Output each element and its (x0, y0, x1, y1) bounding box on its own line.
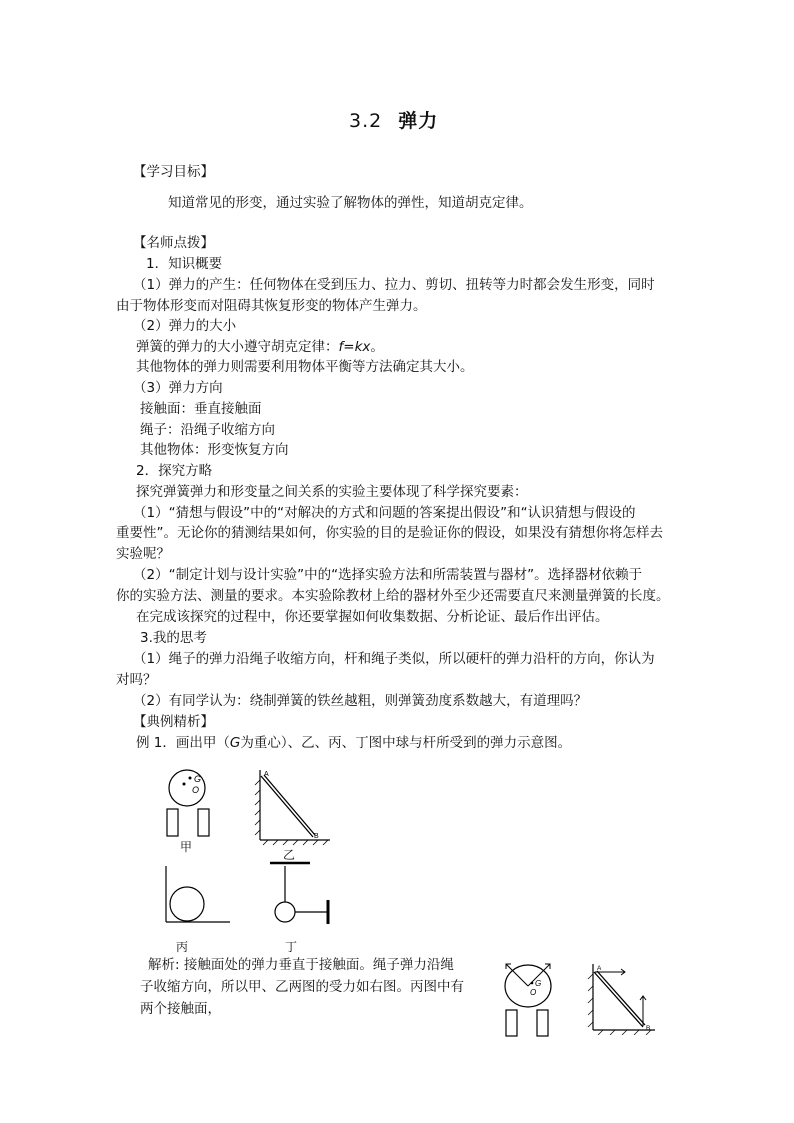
paragraph-line: 探究弹簧弹力和形变量之间关系的实验主要体现了科学探究要素： (136, 484, 528, 500)
hooke-law-end: 。 (370, 339, 384, 355)
section-2-title: 2．探究方略 (136, 463, 213, 479)
paragraph-line: 其他物体：形变恢复方向 (140, 442, 289, 458)
paragraph-line: 你的实验方法、测量的要求。本实验除教材上给的器材外至少还需要直尺来测量弹簧的长度。 (116, 588, 670, 604)
center-g-dot (531, 982, 534, 985)
question-g: G (229, 735, 241, 751)
support-right (537, 1010, 548, 1036)
rod-edge (261, 776, 313, 837)
label-g: G (535, 979, 542, 988)
support-left (506, 1010, 517, 1036)
caption-ding: 丁 (285, 940, 298, 954)
paragraph-line: （1）弹力的产生：任何物体在受到压力、拉力、剪切、扭转等力时都会发生形变，同时 (133, 277, 655, 293)
paragraph-line: 接触面：垂直接触面 (140, 401, 262, 417)
paragraph-line: （3）弹力方向 (133, 380, 223, 396)
answer-figure-jia (492, 958, 568, 1040)
caption-jia: 甲 (180, 840, 193, 854)
question-text-rest: 为重心）、乙、丙、丁图中球与杆所受到的弹力示意图。 (240, 735, 572, 751)
section-3-title: 3.我的思考 (140, 630, 207, 646)
paragraph-line: 重要性”。无论你的猜测结果如何，你实验的目的是验证你的假设，如果没有猜想你将怎样去 (116, 525, 663, 541)
page-title (349, 106, 438, 133)
label-o: O (192, 785, 200, 795)
paragraph-line: 其他物体的弹力则需要利用物体平衡等方法确定其大小。 (136, 359, 474, 375)
goals-heading: 【学习目标】 (133, 164, 214, 180)
rod-edge (594, 972, 643, 1027)
example-question (136, 731, 571, 751)
tips-heading: 【名师点拨】 (133, 235, 214, 251)
figure-yi (250, 766, 335, 846)
caption-yi: 乙 (283, 848, 296, 862)
rod-edge (264, 775, 315, 835)
section-1-title: 1．知识概要 (146, 256, 223, 272)
label-b: B (314, 833, 319, 840)
hooke-law-text: 弹簧的弹力的大小遵守胡克定律： (136, 339, 339, 355)
support-left (167, 809, 178, 836)
center-g-dot (189, 777, 192, 780)
hooke-law-formula: f=kx (338, 339, 371, 355)
paragraph-line: 实验呢？ (116, 546, 170, 562)
support-right (198, 809, 209, 836)
goals-text: 知道常见的形变，通过实验了解物体的弹性，知道胡克定律。 (168, 195, 533, 211)
answer-figure-yi (585, 960, 667, 1035)
analysis-line: 子收缩方向，所以甲、乙两图的受力如右图。丙图中有 (140, 979, 464, 995)
paragraph-line: （1）绳子的弹力沿绳子收缩方向，杆和绳子类似，所以硬杆的弹力沿杆的方向，你认为 (133, 651, 655, 667)
hooke-law-line (136, 335, 384, 355)
paragraph-line: 由于物体形变而对阻碍其恢复形变的物体产生弹力。 (116, 298, 427, 314)
section-number: 3.2 (349, 110, 383, 132)
label-o: O (530, 988, 537, 997)
figure-ding (265, 862, 340, 932)
paragraph-line: （2）有同学认为：绕制弹簧的铁丝越粗，则弹簧劲度系数越大，有道理吗？ (133, 693, 588, 709)
section-topic: 弹力 (398, 110, 439, 132)
label-a: A (597, 965, 602, 972)
paragraph-line: （2）“制定计划与设计实验”中的“选择实验方法和所需装置与器材”。选择器材依赖于 (133, 567, 643, 583)
center-o-dot (183, 783, 186, 786)
label-g: G (194, 774, 202, 784)
figure-bing (158, 862, 238, 930)
ball (275, 902, 295, 922)
example-heading: 【典例精析】 (133, 714, 214, 730)
question-text: 例 1．画出甲（ (136, 735, 230, 751)
label-a: A (264, 771, 269, 778)
paragraph-line: 绳子：沿绳子收缩方向 (140, 422, 275, 438)
paragraph-line: （1）“猜想与假设”中的“对解决的方式和问题的答案提出假设”和“认识猜想与假设的 (133, 505, 636, 521)
paragraph-line: （2）弹力的大小 (133, 318, 237, 334)
rod-edge (597, 971, 645, 1025)
label-b: B (646, 1025, 651, 1032)
paragraph-line: 在完成该探究的过程中，你还要掌握如何收集数据、分析论证、最后作出评估。 (136, 609, 609, 625)
analysis-line: 解析: 接触面处的弹力垂直于接触面。绳子弹力沿绳 (148, 957, 454, 973)
analysis-line: 两个接触面， (140, 1001, 221, 1017)
caption-bing: 丙 (176, 940, 189, 954)
paragraph-line: 对吗？ (116, 672, 157, 688)
ball (170, 887, 204, 921)
